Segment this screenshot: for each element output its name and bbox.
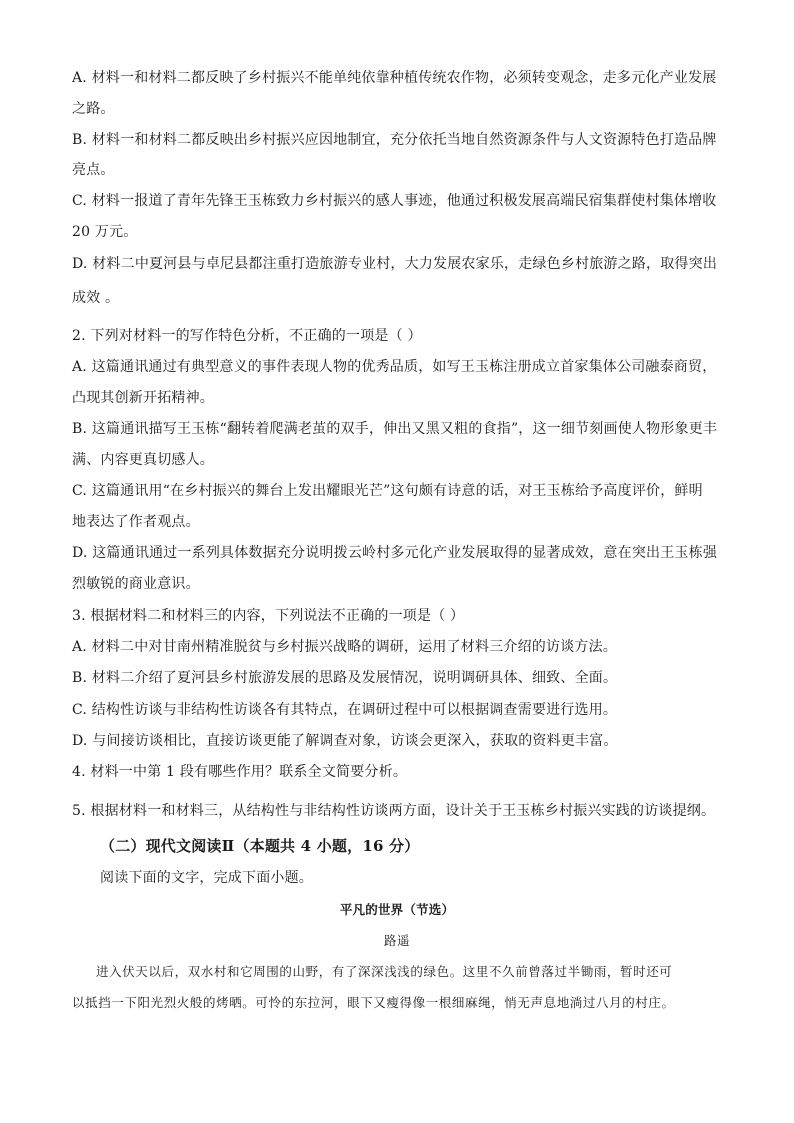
option-d-q3: D. 与间接访谈相比，直接访谈更能了解调查对象，访谈会更深入，获取的资料更丰富。 xyxy=(72,733,618,749)
excerpt-paragraph-line2: 以抵挡一下阳光烈火般的烤晒。可怜的东拉河，眼下又瘦得像一根细麻绳，悄无声息地淌过八月的村庄。 xyxy=(72,995,675,1010)
option-c-q2-line1: C. 这篇通讯用“在乡村振兴的舞台上发出耀眼光芒”这句颇有诗意的话，对王玉栋给予高度评价，鲜明 xyxy=(72,483,703,499)
option-c-q3: C. 结构性访谈与非结构性访谈各有其特点，在调研过程中可以根据调查需要进行选用。 xyxy=(72,702,618,718)
option-c-q2-line2: 地表达了作者观点。 xyxy=(72,514,200,530)
excerpt-author: 路遥 xyxy=(383,933,411,948)
option-c-q1-line2: 20 万元。 xyxy=(72,224,138,240)
option-a-q2-line1: A. 这篇通讯通过有典型意义的事件表现人物的优秀品质，如写王玉栋注册成立首家集体公司融泰商贸， xyxy=(72,359,717,375)
option-b-q1-line1: B. 材料一和材料二都反映出乡村振兴应因地制宜，充分依托当地自然资源条件与人文资源特色打造品牌 xyxy=(72,132,717,148)
option-b-q3: B. 材料二介绍了夏河县乡村旅游发展的思路及发展情况，说明调研具体、细致、全面。 xyxy=(72,670,618,686)
section-heading: （二）现代文阅读Ⅱ（本题共 4 小题，16 分） xyxy=(100,837,420,855)
option-a-q1-line1: A. 材料一和材料二都反映了乡村振兴不能单纯依靠种植传统农作物，必须转变观念，走多元化产业发展 xyxy=(72,70,717,86)
option-d-q2-line1: D. 这篇通讯通过一系列具体数据充分说明拨云岭村多元化产业发展取得的显著成效，意在突出王玉栋强 xyxy=(72,545,718,561)
option-b-q1-line2: 亮点。 xyxy=(72,162,115,178)
option-d-q2-line2: 烈敏锐的商业意识。 xyxy=(72,576,200,592)
option-a-q2-line2: 凸现其创新开拓精神。 xyxy=(72,390,214,406)
option-d-q1-line1: D. 材料二中夏河县与卓尼县都注重打造旅游专业村，大力发展农家乐，走绿色乡村旅游之路，取得突出 xyxy=(72,256,718,272)
excerpt-title: 平凡的世界（节选） xyxy=(339,902,455,917)
option-c-q1-line1: C. 材料一报道了青年先锋王玉栋致力乡村振兴的感人事迹，他通过积极发展高端民宿集群使村集体增收 xyxy=(72,193,717,209)
excerpt-paragraph-line1: 进入伏天以后，双水村和它周围的山野，有了深深浅浅的绿色。这里不久前曾落过半锄雨，暂时还可 xyxy=(96,964,673,979)
option-a-q3: A. 材料二中对甘南州精准脱贫与乡村振兴战略的调研，运用了材料三介绍的访谈方法。 xyxy=(72,639,618,655)
question-2: 2. 下列对材料一的写作特色分析，不正确的一项是（ ） xyxy=(72,328,422,344)
option-d-q1-line2: 成效 。 xyxy=(72,290,120,306)
option-b-q2-line1: B. 这篇通讯描写王玉栋“翻转着爬满老茧的双手，伸出又黑又粗的食指”，这一细节刻画使人物形象更丰 xyxy=(72,421,718,437)
option-a-q1-line2: 之路。 xyxy=(72,101,115,117)
question-5: 5. 根据材料一和材料三，从结构性与非结构性访谈两方面，设计关于王玉栋乡村振兴实践的访谈提纲。 xyxy=(72,803,716,819)
question-4: 4. 材料一中第 1 段有哪些作用？联系全文简要分析。 xyxy=(72,764,408,780)
reading-instruction: 阅读下面的文字，完成下面小题。 xyxy=(100,870,313,886)
question-3: 3. 根据材料二和材料三的内容，下列说法不正确的一项是（ ） xyxy=(72,608,465,624)
option-b-q2-line2: 满、内容更真切感人。 xyxy=(72,452,214,468)
